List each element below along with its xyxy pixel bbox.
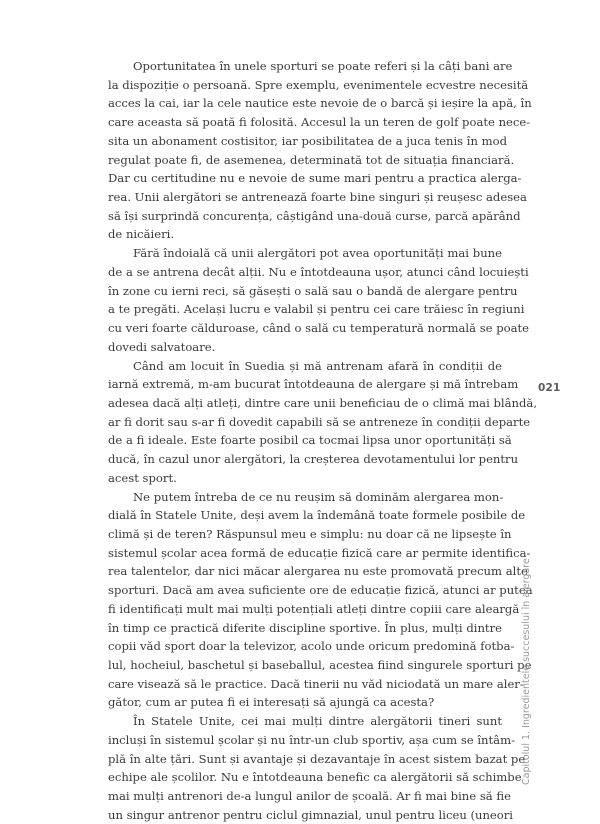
text-line: acest sport.: [108, 470, 177, 485]
text-line: să își surprindă concurența, câștigând una-două curse, parcă apărând: [108, 208, 521, 223]
text-line: de a se antrena decât alții. Nu e întotdeauna ușor, atunci când locuiești: [108, 264, 529, 279]
text-line: fi identificați mult mai mulți potențiali atleți dintre copiii care aleargă: [108, 601, 520, 616]
text-line: Fără îndoială că unii alergători pot avea oportunități mai bune: [133, 246, 502, 261]
text-line: ducă, în cazul unor alergători, la creșterea devotamentului lor pentru: [108, 452, 519, 467]
paragraph-3: [108, 357, 538, 488]
text-line: sita un abonament costisitor, iar posibilitatea de a juca tenis în mod: [108, 133, 508, 148]
text-line: rea talentelor, dar nici măcar alergarea nu este promovată precum alte: [108, 564, 528, 579]
text-line: în zone cu ierni reci, să găsești o sală sau o bandă de alergare pentru: [108, 283, 518, 298]
text-line: plă în alte țări. Sunt și avantaje și dezavantaje în acest sistem bazat pe: [108, 751, 526, 766]
text-line: de nicăieri.: [108, 227, 175, 242]
text-line: iarnă extremă, m-am bucurat întotdeauna de alergare și mă întrebam: [108, 377, 519, 392]
paragraph-5: [108, 712, 526, 824]
text-line: lul, hocheiul, baschetul și baseballul, acestea fiind singurele sporturi pe: [108, 658, 532, 672]
text-line: de a fi ideale. Este foarte posibil ca tocmai lipsa unor oportunități să: [108, 433, 512, 448]
text-line: mai mulți antrenori de-a lungul anilor de școală. Ar fi mai bine să fie: [108, 789, 511, 804]
text-line: acces la cai, iar la cele nautice este nevoie de o barcă și ieșire la apă, în: [108, 96, 532, 111]
text-line: dială în Statele Unite, deși avem la îndemână toate formele posibile de: [108, 508, 526, 523]
text-line: rea. Unii alergători se antrenează foarte bine singuri și reușesc adesea: [108, 190, 527, 205]
page-number: 021: [538, 382, 561, 394]
text-line: adesea dacă alți atleți, dintre care unii beneficiau de o climă mai blândă,: [108, 395, 538, 410]
text-line: În Statele Unite, cei mai mulți dintre alergătorii tineri sunt: [133, 714, 502, 729]
text-line: Ne putem întreba de ce nu reușim să dominăm alergarea mon-: [133, 489, 504, 504]
chapter-running-head: Capitolul 1. Ingredientele succesului în alergare: [521, 558, 532, 785]
text-line: la dispoziție o persoană. Spre exemplu, evenimentele ecvestre necesită: [108, 77, 529, 92]
text-line: gător, cum ar putea fi ei interesați să ajungă ca acesta?: [108, 695, 435, 710]
paragraph-2: [108, 244, 530, 356]
text-line: echipe ale școlilor. Nu e întotdeauna benefic ca alergătorii să schimbe: [108, 770, 522, 785]
text-line: copii văd sport doar la televizor, acolo unde oricum predomină fotba-: [108, 639, 515, 654]
text-line: care visează să le practice. Dacă tinerii nu văd niciodată un mare aler-: [108, 676, 524, 691]
text-line: regulat poate fi, de asemenea, determinată tot de situația financiară.: [108, 152, 515, 167]
text-line: a te pregăti. Același lucru e valabil și pentru cei care trăiesc în regiuni: [108, 302, 525, 317]
text-line: climă și de teren? Răspunsul meu e simplu: nu doar că ne lipsește în: [108, 526, 512, 541]
text-line: un singur antrenor pentru ciclul gimnazial, unul pentru liceu (uneori: [108, 807, 514, 822]
text-line: Oportunitatea în unele sporturi se poate referi și la câți bani are: [133, 59, 513, 73]
paragraph-1: [108, 57, 532, 244]
text-line: incluși în sistemul școlar și nu într-un club sportiv, așa cum se întâm-: [108, 732, 516, 747]
text-line: Când am locuit în Suedia și mă antrenam afară în condiții de: [133, 358, 502, 373]
text-line: care aceasta să poată fi folosită. Accesul la un teren de golf poate nece-: [108, 115, 531, 130]
text-line: ar fi dorit sau s-ar fi dovedit capabili să se antreneze în condiții departe: [108, 414, 531, 429]
text-line: sporturi. Dacă am avea suficiente ore de educație fizică, atunci ar putea: [108, 583, 533, 598]
text-line: dovedi salvatoare.: [108, 339, 216, 354]
text-line: în timp ce practică diferite discipline sportive. În plus, mulți dintre: [108, 620, 502, 635]
text-line: cu veri foarte călduroase, când o sală cu temperatură normală se poate: [108, 321, 530, 336]
text-line: sistemul școlar acea formă de educație fizică care ar permite identifica-: [108, 545, 531, 560]
text-line: Dar cu certitudine nu e nevoie de sume mari pentru a practica alerga-: [108, 171, 522, 186]
